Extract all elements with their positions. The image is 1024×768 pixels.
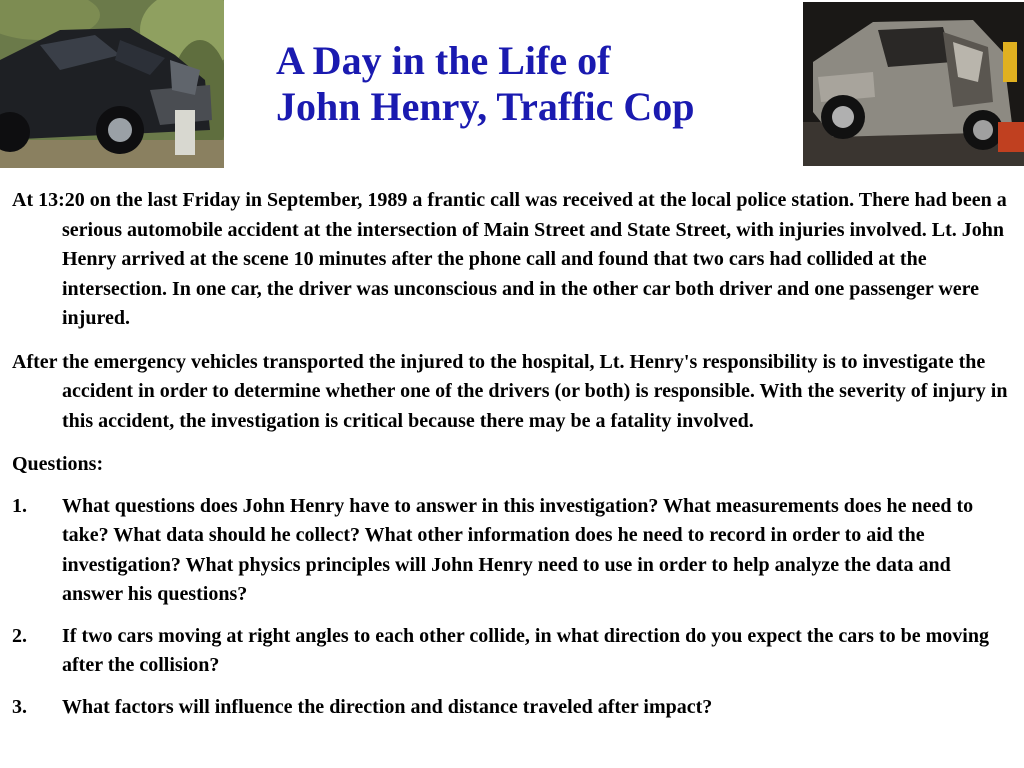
question-text: If two cars moving at right angles to each other collide, in what direction do you expect the cars to be moving after the collision? xyxy=(62,624,989,676)
question-item xyxy=(12,693,1014,723)
slide-title xyxy=(276,38,695,130)
question-item xyxy=(12,622,1014,681)
title-line-1: A Day in the Life of xyxy=(276,38,611,83)
question-number: 2. xyxy=(12,624,27,647)
crashed-silver-car-image xyxy=(803,2,1024,166)
question-text: What questions does John Henry have to answer in this investigation? What measurements does he need to take? What data should he collect? What other information does he need to record in order to aid the investigation? What physics principles will John Henry need to use in order to help analyze the data and answer his questions? xyxy=(62,494,974,605)
paragraph-investigation: After the emergency vehicles transported the injured to the hospital, Lt. Henry's responsibility is to investigate the accident in order to determine whether one of the drivers (or both) is responsible. With the severity of injury in this accident, the investigation is critical because there may be a fatality involved. xyxy=(12,350,1008,432)
question-text: What factors will influence the direction and distance traveled after impact? xyxy=(62,695,713,718)
questions-heading: Questions: xyxy=(12,453,104,475)
question-number: 1. xyxy=(12,494,27,517)
question-number: 3. xyxy=(12,695,27,718)
slide-body xyxy=(12,186,1014,734)
title-line-2: John Henry, Traffic Cop xyxy=(276,84,695,129)
wrecked-car-photo-left xyxy=(0,0,224,168)
question-item xyxy=(12,492,1014,610)
crashed-car-photo-right xyxy=(803,2,1024,166)
wrecked-dark-car-image xyxy=(0,0,224,168)
paragraph-scenario: At 13:20 on the last Friday in September, 1989 a frantic call was received at the local police station. There had been a serious automobile accident at the intersection of Main Street and State Street, with injuries involved. Lt. John Henry arrived at the scene 10 minutes after the phone call and found that two cars had collided at the intersection. In one car, the driver was unconscious and in the other car both driver and one passenger were injured. xyxy=(12,189,1007,329)
